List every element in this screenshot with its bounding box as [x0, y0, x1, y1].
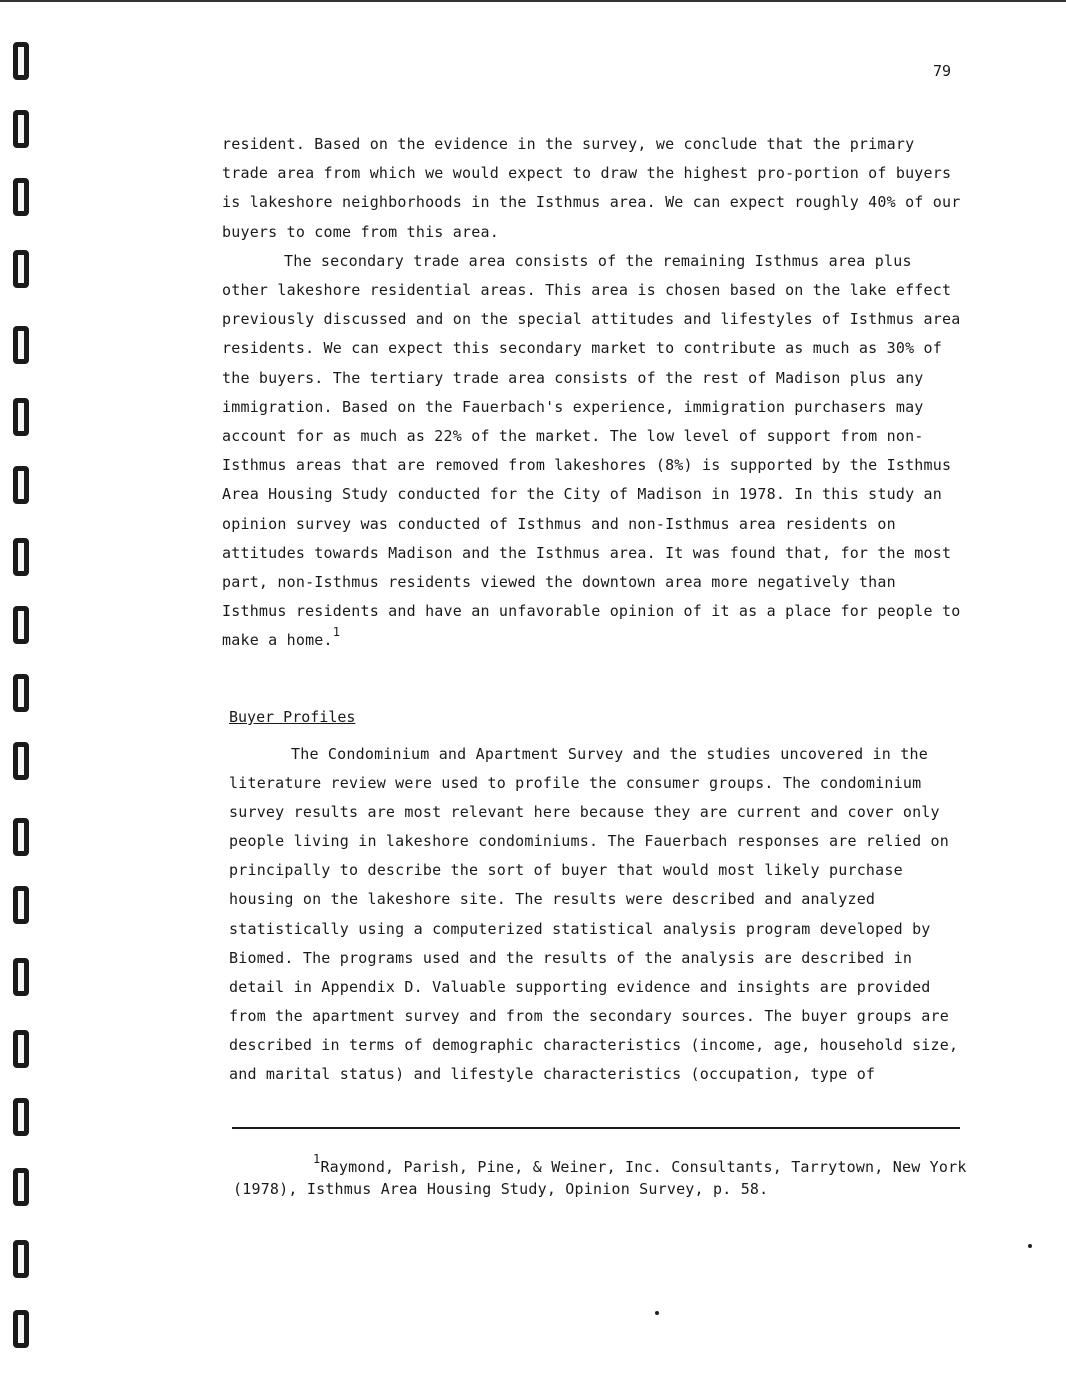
binding-hole [13, 466, 29, 504]
paragraph: resident. Based on the evidence in the survey, we conclude that the primary trade area from which we would expect to draw the highest pro-portion of buyers is lakeshore neighborhoods in the Isthmus area. We can expect roughly 40% of our buyers to come from this area. [222, 135, 961, 241]
body-text [222, 130, 962, 657]
binding-hole [13, 674, 29, 712]
paragraph [222, 247, 962, 657]
binding-hole [13, 1030, 29, 1068]
footnote-marker: 1 [313, 1152, 321, 1166]
binding-hole [13, 958, 29, 996]
section-heading: Buyer Profiles [229, 708, 356, 726]
binding-hole [13, 326, 29, 364]
binding-hole [13, 886, 29, 924]
paragraph-text: The secondary trade area consists of the remaining Isthmus area plus other lakeshore residential areas. This area is chosen based on the lake effect previously discussed and on the special attitudes and lifestyles of Isthmus area residents. We can expect this secondary market to contribute as much as 30% of the buyers. The tertiary trade area consists of the rest of Madison plus any immigration. Based on the Fauerbach's experience, immigration purchasers may account for as much as 22% of the market. The low level of support from non-Isthmus areas that are removed from lakeshores (8%) is supported by the Isthmus Area Housing Study conducted for the City of Madison in 1978. In this study an opinion survey was conducted of Isthmus and non-Isthmus area residents on attitudes towards Madison and the Isthmus area. It was found that, for the most part, non-Isthmus residents viewed the downtown area more negatively than Isthmus residents and have an unfavorable opinion of it as a place for people to make a home. [222, 251, 961, 650]
binding-hole [13, 178, 29, 216]
binding-hole [13, 606, 29, 644]
page-number: 79 [933, 62, 952, 80]
binding-hole [13, 1310, 29, 1348]
binding-hole [13, 1098, 29, 1136]
footnote-body: Raymond, Parish, Pine, & Weiner, Inc. Consultants, Tarrytown, New York (1978), Isthmus Area Housing Study, Opinion Survey, p. 58. [233, 1158, 967, 1198]
binding-hole [13, 110, 29, 148]
top-edge-rule [0, 0, 1066, 2]
scan-speck [655, 1311, 659, 1315]
footnote-text [233, 1152, 973, 1200]
binding-hole [13, 398, 29, 436]
binding-hole [13, 818, 29, 856]
section-body [229, 740, 969, 1089]
binding-hole [13, 250, 29, 288]
binding-hole [13, 42, 29, 80]
binding-hole [13, 742, 29, 780]
paragraph: The Condominium and Apartment Survey and the studies uncovered in the literature review were used to profile the consumer groups. The condominium survey results are most relevant here because they are current and cover only people living in lakeshore condominiums. The Fauerbach responses are relied on principally to describe the sort of buyer that would most likely purchase housing on the lakeshore site. The results were described and analyzed statistically using a computerized statistical analysis program developed by Biomed. The programs used and the results of the analysis are described in detail in Appendix D. Valuable supporting evidence and insights are provided from the apartment survey and from the secondary sources. The buyer groups are described in terms of demographic characteristics (income, age, household size, and marital status) and lifestyle characteristics (occupation, type of [229, 745, 959, 1084]
binding-hole [13, 1240, 29, 1278]
footnote [233, 1152, 973, 1200]
footnote-separator [232, 1127, 960, 1129]
footnote-reference: 1 [332, 625, 341, 640]
binding-hole [13, 1168, 29, 1206]
binding-hole [13, 538, 29, 576]
scan-speck [1028, 1244, 1032, 1248]
binding-holes [0, 0, 60, 1380]
